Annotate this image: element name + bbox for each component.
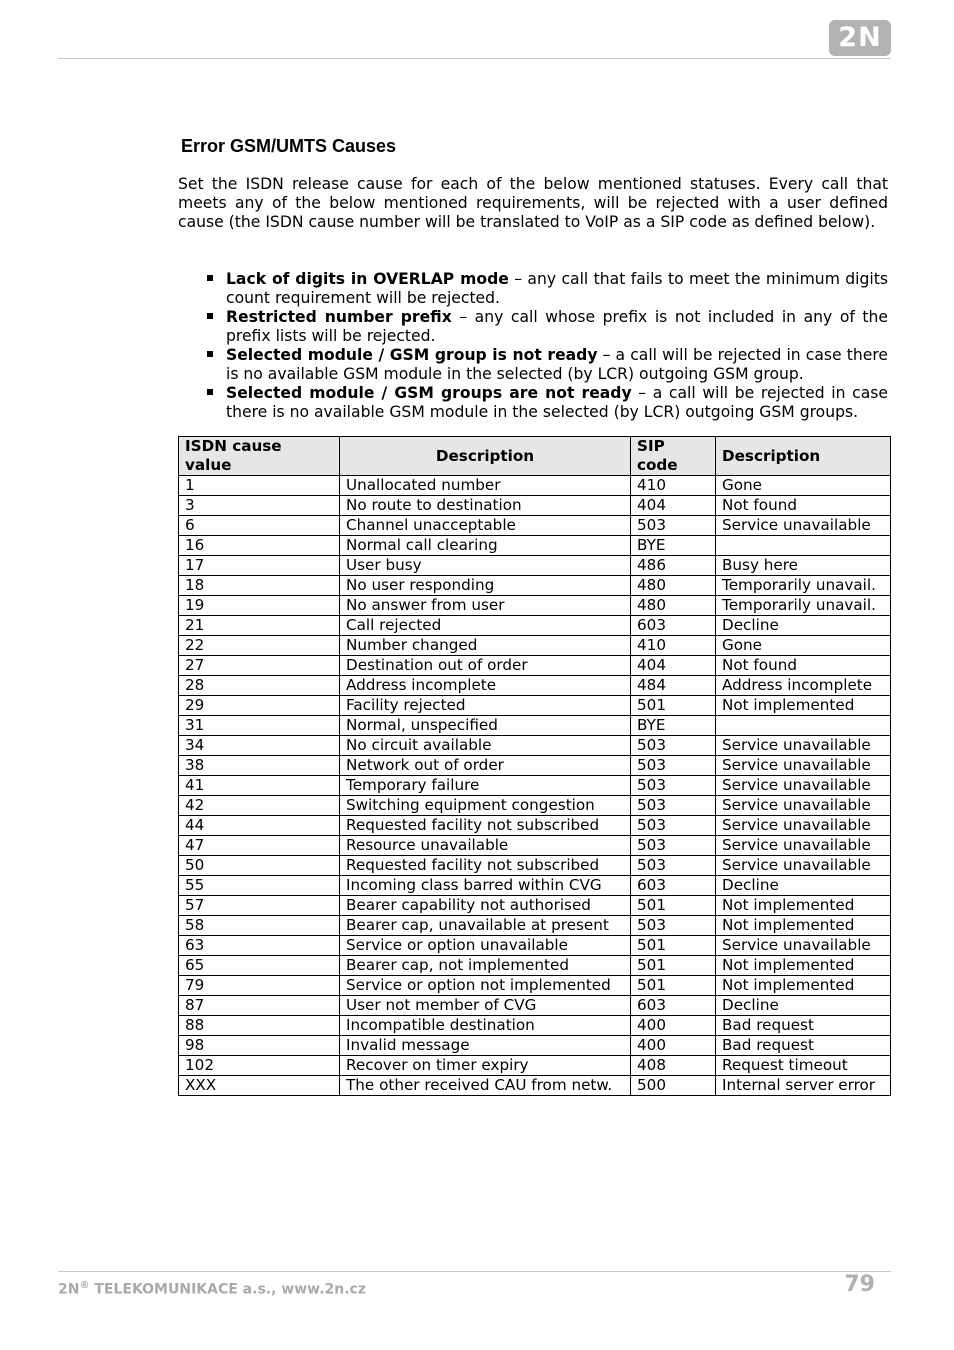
- cell-isdn-description: Destination out of order: [340, 656, 631, 676]
- cell-sip-description: Bad request: [716, 1016, 891, 1036]
- cell-sip-code: 400: [631, 1036, 716, 1056]
- cell-sip-code: BYE: [631, 536, 716, 556]
- cell-sip-description: [716, 716, 891, 736]
- cell-sip-code: 503: [631, 776, 716, 796]
- table-row: [179, 836, 891, 856]
- header-isdn-description: Description: [340, 437, 631, 476]
- cell-sip-description: Gone: [716, 476, 891, 496]
- status-bullet-item: [206, 270, 888, 308]
- cell-sip-description: Service unavailable: [716, 516, 891, 536]
- cell-sip-code: 501: [631, 896, 716, 916]
- cell-isdn-description: Recover on timer expiry: [340, 1056, 631, 1076]
- table-row: [179, 796, 891, 816]
- cell-sip-code: 503: [631, 736, 716, 756]
- bullet-square-icon: [207, 389, 213, 395]
- status-bullet-item: [206, 308, 888, 346]
- table-row: [179, 976, 891, 996]
- table-row: [179, 936, 891, 956]
- cell-isdn-description: Bearer cap, unavailable at present: [340, 916, 631, 936]
- status-bullet-item: [206, 384, 888, 422]
- cell-isdn-cause: 18: [179, 576, 340, 596]
- cell-isdn-description: User busy: [340, 556, 631, 576]
- cell-isdn-cause: 44: [179, 816, 340, 836]
- cell-isdn-cause: 27: [179, 656, 340, 676]
- cell-sip-description: Temporarily unavail.: [716, 576, 891, 596]
- cell-sip-description: Request timeout: [716, 1056, 891, 1076]
- bullet-text: – any call that fails to meet the minimum digits count requirement will be rejected.: [226, 270, 888, 307]
- footer-company-name: TELEKOMUNIKACE a.s., www.2n.cz: [89, 1281, 366, 1298]
- cell-sip-description: Not implemented: [716, 916, 891, 936]
- bullet-term: Restricted number prefix: [226, 308, 452, 326]
- table-row: [179, 776, 891, 796]
- cell-sip-code: 503: [631, 796, 716, 816]
- table-row: [179, 996, 891, 1016]
- table-row: [179, 856, 891, 876]
- footer-registered-mark: ®: [79, 1280, 90, 1291]
- cell-sip-code: 400: [631, 1016, 716, 1036]
- header-isdn-cause-value: ISDN cause value: [179, 437, 340, 476]
- header-divider: [58, 58, 891, 59]
- cell-sip-code: 410: [631, 476, 716, 496]
- cell-sip-description: Service unavailable: [716, 756, 891, 776]
- table-row: [179, 916, 891, 936]
- table-row: [179, 556, 891, 576]
- cell-isdn-description: Service or option unavailable: [340, 936, 631, 956]
- cell-sip-description: Service unavailable: [716, 936, 891, 956]
- footer-divider: [58, 1271, 891, 1272]
- cell-sip-code: BYE: [631, 716, 716, 736]
- table-row: [179, 816, 891, 836]
- cell-isdn-cause: 6: [179, 516, 340, 536]
- cell-isdn-description: The other received CAU from netw.: [340, 1076, 631, 1096]
- cell-sip-code: 503: [631, 516, 716, 536]
- cell-isdn-cause: 79: [179, 976, 340, 996]
- isdn-sip-cause-table: [178, 436, 891, 1096]
- table-row: [179, 736, 891, 756]
- cell-sip-description: Not implemented: [716, 696, 891, 716]
- cell-sip-code: 480: [631, 596, 716, 616]
- cell-isdn-cause: 50: [179, 856, 340, 876]
- header-sip-code: SIP code: [631, 437, 716, 476]
- cell-isdn-description: Bearer cap, not implemented: [340, 956, 631, 976]
- cell-sip-code: 503: [631, 836, 716, 856]
- cell-sip-code: 503: [631, 916, 716, 936]
- cell-isdn-cause: 31: [179, 716, 340, 736]
- cell-isdn-description: Requested facility not subscribed: [340, 816, 631, 836]
- cell-isdn-cause: 55: [179, 876, 340, 896]
- table-row: [179, 956, 891, 976]
- status-bullet-list: [206, 270, 888, 422]
- cell-isdn-cause: 57: [179, 896, 340, 916]
- cell-sip-code: 603: [631, 616, 716, 636]
- cell-sip-description: Not implemented: [716, 896, 891, 916]
- cell-sip-description: Bad request: [716, 1036, 891, 1056]
- cell-isdn-cause: 98: [179, 1036, 340, 1056]
- cell-isdn-description: Normal, unspecified: [340, 716, 631, 736]
- cell-sip-description: Busy here: [716, 556, 891, 576]
- table-row: [179, 476, 891, 496]
- cell-isdn-cause: 38: [179, 756, 340, 776]
- cell-isdn-description: Facility rejected: [340, 696, 631, 716]
- table-row: [179, 876, 891, 896]
- cell-isdn-description: Temporary failure: [340, 776, 631, 796]
- cell-isdn-cause: 1: [179, 476, 340, 496]
- cell-sip-code: 501: [631, 976, 716, 996]
- table-row: [179, 896, 891, 916]
- cell-isdn-cause: 28: [179, 676, 340, 696]
- table-row: [179, 1016, 891, 1036]
- footer-company: [58, 1280, 366, 1298]
- cell-isdn-description: No circuit available: [340, 736, 631, 756]
- table-row: [179, 1036, 891, 1056]
- cell-sip-description: Not found: [716, 496, 891, 516]
- cell-sip-description: Temporarily unavail.: [716, 596, 891, 616]
- table-row: [179, 536, 891, 556]
- bullet-text: – a call will be rejected in case there is no available GSM module in the selected (by LCR) outgoing GSM group.: [226, 346, 888, 383]
- table-row: [179, 616, 891, 636]
- cell-sip-code: 501: [631, 696, 716, 716]
- cell-isdn-cause: 21: [179, 616, 340, 636]
- cell-isdn-description: No route to destination: [340, 496, 631, 516]
- bullet-square-icon: [207, 313, 213, 319]
- cell-isdn-cause: 47: [179, 836, 340, 856]
- cell-isdn-description: Incoming class barred within CVG: [340, 876, 631, 896]
- bullet-text: – any call whose prefix is not included in any of the prefix lists will be rejected.: [226, 308, 889, 345]
- cell-sip-code: 486: [631, 556, 716, 576]
- cell-isdn-description: Normal call clearing: [340, 536, 631, 556]
- cell-sip-description: Not implemented: [716, 956, 891, 976]
- cell-isdn-cause: 16: [179, 536, 340, 556]
- page-number: 79: [844, 1272, 875, 1297]
- cell-sip-code: 503: [631, 816, 716, 836]
- cell-sip-code: 503: [631, 856, 716, 876]
- bullet-term: Lack of digits in OVERLAP mode: [226, 270, 509, 288]
- cell-isdn-description: User not member of CVG: [340, 996, 631, 1016]
- cell-sip-code: 408: [631, 1056, 716, 1076]
- cell-isdn-cause: 63: [179, 936, 340, 956]
- cell-isdn-description: No answer from user: [340, 596, 631, 616]
- cell-isdn-cause: 41: [179, 776, 340, 796]
- cell-sip-description: Decline: [716, 996, 891, 1016]
- header-sip-description: Description: [716, 437, 891, 476]
- cell-isdn-cause: XXX: [179, 1076, 340, 1096]
- cell-isdn-description: Incompatible destination: [340, 1016, 631, 1036]
- cell-sip-code: 503: [631, 756, 716, 776]
- cell-isdn-cause: 17: [179, 556, 340, 576]
- cell-sip-code: 603: [631, 996, 716, 1016]
- bullet-term: Selected module / GSM group is not ready: [226, 346, 598, 364]
- bullet-text: – a call will be rejected in case there is no available GSM module in the selected (by LCR) outgoing GSM groups.: [226, 384, 888, 421]
- cell-isdn-description: Network out of order: [340, 756, 631, 776]
- cell-sip-code: 501: [631, 956, 716, 976]
- cell-sip-description: Service unavailable: [716, 796, 891, 816]
- cell-isdn-cause: 22: [179, 636, 340, 656]
- cell-isdn-cause: 88: [179, 1016, 340, 1036]
- section-title: Error GSM/UMTS Causes: [181, 136, 397, 156]
- cell-sip-code: 410: [631, 636, 716, 656]
- cell-sip-code: 480: [631, 576, 716, 596]
- cell-sip-description: Service unavailable: [716, 816, 891, 836]
- cell-sip-description: Service unavailable: [716, 856, 891, 876]
- cell-sip-description: Decline: [716, 876, 891, 896]
- cell-isdn-description: Switching equipment congestion: [340, 796, 631, 816]
- cell-isdn-cause: 87: [179, 996, 340, 1016]
- cell-isdn-description: Bearer capability not authorised: [340, 896, 631, 916]
- cell-sip-code: 500: [631, 1076, 716, 1096]
- cell-isdn-cause: 42: [179, 796, 340, 816]
- cell-sip-description: Internal server error: [716, 1076, 891, 1096]
- cell-isdn-cause: 34: [179, 736, 340, 756]
- cell-sip-code: 404: [631, 496, 716, 516]
- table-row: [179, 516, 891, 536]
- cell-isdn-description: No user responding: [340, 576, 631, 596]
- footer-brand: 2N: [58, 1281, 80, 1298]
- cell-sip-code: 484: [631, 676, 716, 696]
- table-row: [179, 1076, 891, 1096]
- company-logo: 2N: [829, 20, 891, 56]
- cell-sip-description: Decline: [716, 616, 891, 636]
- bullet-square-icon: [207, 275, 213, 281]
- cell-isdn-description: Channel unacceptable: [340, 516, 631, 536]
- bullet-square-icon: [207, 351, 213, 357]
- table-row: [179, 716, 891, 736]
- cell-sip-description: Service unavailable: [716, 736, 891, 756]
- cell-isdn-description: Call rejected: [340, 616, 631, 636]
- cell-sip-code: 501: [631, 936, 716, 956]
- table-row: [179, 696, 891, 716]
- cell-isdn-cause: 58: [179, 916, 340, 936]
- table-header-row: [179, 437, 891, 476]
- cell-sip-code: 603: [631, 876, 716, 896]
- cell-isdn-cause: 65: [179, 956, 340, 976]
- cell-isdn-description: Resource unavailable: [340, 836, 631, 856]
- table-row: [179, 576, 891, 596]
- cell-sip-description: Address incomplete: [716, 676, 891, 696]
- cell-isdn-description: Invalid message: [340, 1036, 631, 1056]
- cell-sip-description: Not implemented: [716, 976, 891, 996]
- intro-paragraph: Set the ISDN release cause for each of the below mentioned statuses. Every call that meets any of the below mentioned requirements, will be rejected with a user defined cause (the ISDN cause number will be translated to VoIP as a SIP code as defined below).: [178, 175, 888, 231]
- table-body: [179, 476, 891, 1096]
- table-row: [179, 1056, 891, 1076]
- bullet-term: Selected module / GSM groups are not ready: [226, 384, 632, 402]
- table-row: [179, 656, 891, 676]
- cell-isdn-cause: 29: [179, 696, 340, 716]
- cell-isdn-cause: 19: [179, 596, 340, 616]
- cell-sip-description: Gone: [716, 636, 891, 656]
- cell-isdn-cause: 3: [179, 496, 340, 516]
- cell-isdn-description: Service or option not implemented: [340, 976, 631, 996]
- cell-sip-description: Service unavailable: [716, 836, 891, 856]
- cell-sip-description: Not found: [716, 656, 891, 676]
- cell-isdn-description: Unallocated number: [340, 476, 631, 496]
- table-row: [179, 496, 891, 516]
- status-bullet-item: [206, 346, 888, 384]
- cell-isdn-description: Address incomplete: [340, 676, 631, 696]
- cell-sip-description: [716, 536, 891, 556]
- cell-isdn-cause: 102: [179, 1056, 340, 1076]
- table-row: [179, 756, 891, 776]
- table-row: [179, 636, 891, 656]
- cell-isdn-description: Number changed: [340, 636, 631, 656]
- cell-sip-description: Service unavailable: [716, 776, 891, 796]
- cell-isdn-description: Requested facility not subscribed: [340, 856, 631, 876]
- table-row: [179, 676, 891, 696]
- table-row: [179, 596, 891, 616]
- cell-sip-code: 404: [631, 656, 716, 676]
